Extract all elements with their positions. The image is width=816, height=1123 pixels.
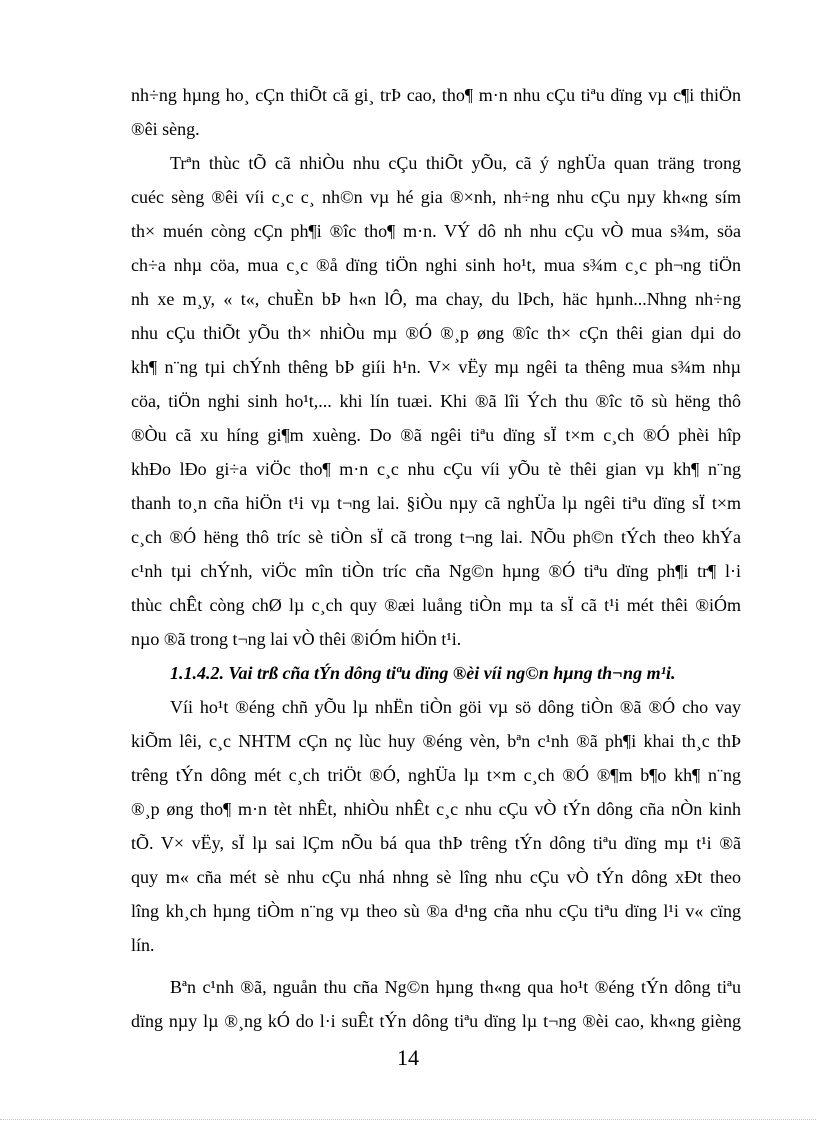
page-number: 14 [397, 1045, 419, 1070]
body-line: Trªn thùc tÕ cã nhiÒu nhu cÇu thiÕt yÕu, cã ý nghÜa quan träng trong [170, 153, 741, 173]
body-line: c¹nh tµi chÝnh, viÖc mîn tiÒn tríc cña Ng©n hµng ®Ó tiªu dïng ph¶i tr¶ l·i [131, 561, 741, 581]
body-line: ch÷a nhµ cöa, mua c¸c ®å dïng tiÖn nghi sinh ho¹t, mua s¾m c¸c ph¬ng tiÖn [131, 255, 741, 275]
body-line: ®êi sèng. [131, 119, 200, 139]
page-bottom-rule [0, 1119, 816, 1120]
body-line: dïng nµy lµ ®¸ng kÓ do l·i suÊt tÝn dông tiªu dïng lµ t¬ng ®èi cao, kh«ng gièng [131, 1011, 741, 1031]
body-line: Bªn c¹nh ®ã, nguån thu cña Ng©n hµng th«ng qua ho¹t ®éng tÝn dông tiªu [170, 977, 741, 997]
body-line: nh÷ng hµng ho¸ cÇn thiÕt cã gi¸ trÞ cao, tho¶ m·n nhu cÇu tiªu dïng vµ c¶i thiÖn [131, 85, 741, 105]
body-line: nhu cÇu thiÕt yÕu th× nhiÒu mµ ®Ó ®¸p øng ®îc th× cÇn thêi gian dµi do [131, 323, 741, 343]
body-line: nh xe m¸y, « t«, chuÈn bÞ h«n lÔ, ma chay, du lÞch, häc hµnh...Nhng nh÷ng [131, 289, 741, 309]
body-line: ®Òu cã xu híng gi¶m xuèng. Do ®ã ngêi tiªu dïng sÏ t×m c¸ch ®Ó phèi hîp [131, 425, 741, 445]
body-line: thanh to¸n cña hiÖn t¹i vµ t¬ng lai. §iÒu nµy cã nghÜa lµ ngêi tiªu dïng sÏ t×m [131, 493, 741, 513]
body-line: cöa, tiÖn nghi sinh ho¹t,... khi lín tuæi. Khi ®ã lîi Ých thu ®îc tõ sù hëng thô [131, 391, 741, 411]
body-line: ®¸p øng tho¶ m·n tèt nhÊt, nhiÒu nhÊt c¸c nhu cÇu vÒ tÝn dông cña nÒn kinh [131, 799, 741, 819]
body-line: Víi ho¹t ®éng chñ yÕu lµ nhËn tiÒn göi vµ sö dông tiÒn ®ã ®Ó cho vay [170, 697, 741, 717]
body-line: thùc chÊt còng chØ lµ c¸ch quy ®æi luång tiÒn mµ ta sÏ cã t¹i mét thêi ®iÓm [131, 595, 741, 615]
body-line: lîng kh¸ch hµng tiÒm n¨ng vµ theo sù ®a d¹ng cña nhu cÇu tiªu dïng l¹i v« cïng [131, 901, 741, 921]
body-line: nµo ®ã trong t¬ng lai vÒ thêi ®iÓm hiÖn t¹i. [131, 629, 462, 649]
body-line: kiÕm lêi, c¸c NHTM cÇn nç lùc huy ®éng vèn, bªn c¹nh ®ã ph¶i khai th¸c thÞ [131, 731, 741, 751]
body-line: khÐo lÐo gi÷a viÖc tho¶ m·n c¸c nhu cÇu víi yÕu tè thêi gian vµ kh¶ n¨ng [131, 459, 741, 479]
body-line: trêng tÝn dông mét c¸ch triÖt ®Ó, nghÜa lµ t×m c¸ch ®Ó ®¶m b¶o kh¶ n¨ng [131, 765, 741, 785]
body-line: lín. [131, 935, 155, 955]
body-line: c¸ch ®Ó hëng thô tríc sè tiÒn sÏ cã trong t¬ng lai. NÕu ph©n tÝch theo khÝa [131, 527, 741, 547]
body-line: kh¶ n¨ng tµi chÝnh thêng bÞ giíi h¹n. V× vËy mµ ngêi ta thêng mua s¾m nhµ [131, 357, 741, 377]
body-line: cuéc sèng ®êi víi c¸c c¸ nh©n vµ hé gia ®×nh, nh÷ng nhu cÇu nµy kh«ng sím [131, 187, 741, 207]
body-line: th× muén còng cÇn ph¶i ®îc tho¶ m·n. VÝ dô nh nhu cÇu vÒ mua s¾m, söa [131, 221, 741, 241]
body-line: tÕ. V× vËy, sÏ lµ sai lÇm nÕu bá qua thÞ trêng tÝn dông tiªu dïng mµ t¹i ®ã [131, 833, 741, 853]
section-heading: 1.1.4.2. Vai trß cña tÝn dông tiªu dïng ®èi víi ng©n hµng th¬ng m¹i. [170, 663, 676, 683]
body-line: quy m« cña mét sè nhu cÇu nhá nhng sè lîng nhu cÇu vÒ tÝn dông xÐt theo [131, 867, 741, 887]
